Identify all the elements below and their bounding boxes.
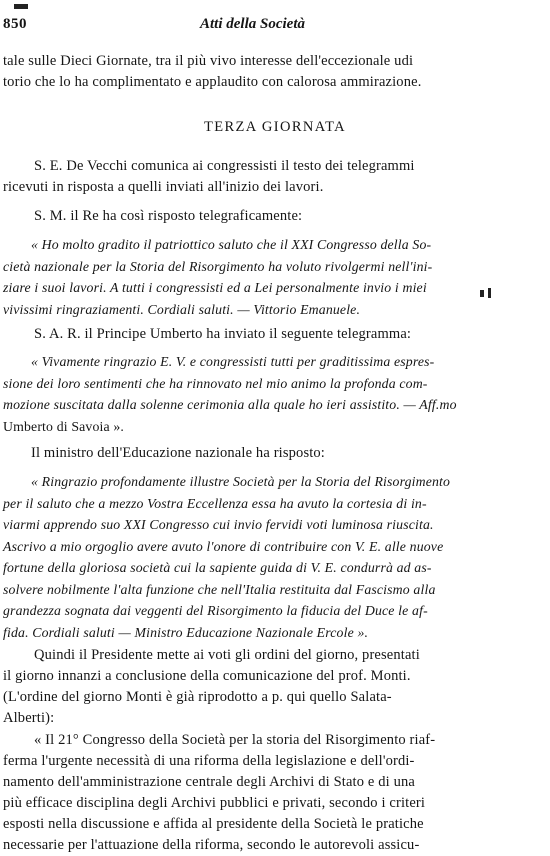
paragraph-umberto <box>34 324 411 345</box>
text-line: il giorno innanzi a conclusione della comunicazione del prof. Monti. <box>3 668 411 684</box>
running-title: Atti della Società <box>200 16 305 32</box>
text-line: « Ho molto gradito il patriottico saluto che il XXI Congresso della So- <box>31 237 432 252</box>
text-line: ziare i suoi lavori. A tutti i congressisti ed a Lei personalmente invio i miei <box>3 280 427 295</box>
text-line: S. A. R. il Principe Umberto ha inviato il seguente telegramma: <box>34 326 412 342</box>
text-line: grandezza sognata dai veggenti del Risorgimento la fiducia del Duce le af- <box>3 603 428 618</box>
quote-re <box>3 234 433 320</box>
paragraph-devecchi <box>3 156 415 198</box>
text-line: per il saluto che a mezzo Vostra Eccellenza essa ha avuto la cortesia di in- <box>3 495 427 511</box>
text-line: vivissimi ringraziamenti. Cordiali saluti. — Vittorio Emanuele. <box>3 301 361 317</box>
text-line: solvere nobilmente l'alta funzione che nell'Italia restituita dal Fascismo alla <box>3 581 436 597</box>
text-line: tale sulle Dieci Giornate, tra il più vivo interesse dell'eccezionale udi <box>3 53 414 69</box>
text-line: sione dei loro sentimenti che ha rinnovato nel mio animo la profonda com- <box>3 375 428 391</box>
text-line: viarmi apprendo suo XXI Congresso cui invio fervidi voti luminosa riuscita. <box>3 517 434 532</box>
text-line: fortune della gloriosa società cui la sapiente guida di V. E. condurrà ad as- <box>3 560 432 575</box>
text-line: Ascrivo a mio orgoglio avere avuto l'onore di contribuire con V. E. alle nuove <box>3 538 444 554</box>
paragraph-congresso <box>3 730 435 856</box>
text-line: necessarie per l'attuazione della riforma, secondo le autorevoli assicu- <box>3 837 420 853</box>
ink-smudge <box>488 288 491 298</box>
text-line: torio che lo ha complimentato e applaudito con calorosa ammirazione. <box>3 74 422 90</box>
text-line: mozione suscitata dalla solenne cerimonia alla quale ho ieri assistito. — Aff.mo <box>3 397 457 412</box>
ink-smudge <box>480 290 484 297</box>
text-line: S. E. De Vecchi comunica ai congressisti il testo dei telegrammi <box>34 158 415 174</box>
text-line: cietà nazionale per la Storia del Risorgimento ha voluto rivolgermi nell'ini- <box>3 258 433 274</box>
paragraph-ministro <box>31 443 325 464</box>
text-line: « Il 21° Congresso della Società per la storia del Risorgimento riaf- <box>34 732 436 748</box>
paragraph-re <box>34 206 302 227</box>
text-line: Umberto di Savoia ». <box>3 418 125 434</box>
paragraph-top <box>3 51 421 93</box>
text-line: (L'ordine del giorno Monti è già riprodotto a p. qui quello Salata- <box>3 689 392 705</box>
quote-umberto <box>3 351 457 437</box>
text-line: ferma l'urgente necessità di una riforma della legislazione e dell'ordi- <box>3 753 415 769</box>
section-title: TERZA GIORNATA <box>203 119 347 135</box>
text-line: Alberti): <box>3 710 55 726</box>
running-header <box>0 10 550 32</box>
text-line: S. M. il Re ha così risposto telegraficamente: <box>34 208 303 224</box>
text-line: « Vivamente ringrazio E. V. e congressisti tutti per graditissima espres- <box>31 354 435 369</box>
text-line: Quindi il Presidente mette ai voti gli ordini del giorno, presentati <box>34 647 420 663</box>
ink-smudge <box>14 4 28 9</box>
text-line: namento dell'amministrazione centrale degli Archivi di Stato e di una <box>3 774 415 790</box>
text-line: « Ringrazio profondamente illustre Società per la Storia del Risorgimento <box>31 474 451 489</box>
text-line: Il ministro dell'Educazione nazionale ha risposto: <box>31 445 325 461</box>
page-number: 850 <box>3 16 27 32</box>
text-line: più efficace disciplina degli Archivi pubblici e privati, secondo i criteri <box>3 795 426 811</box>
text-line: esposti nella discussione e affida al presidente della Società le pratiche <box>3 816 424 832</box>
text-line: ricevuti in risposta a quelli inviati all'inizio dei lavori. <box>3 179 324 195</box>
paragraph-presidente <box>3 645 420 729</box>
text-line: fida. Cordiali saluti — Ministro Educazione Nazionale Ercole ». <box>3 624 369 640</box>
quote-ministro <box>3 471 451 643</box>
